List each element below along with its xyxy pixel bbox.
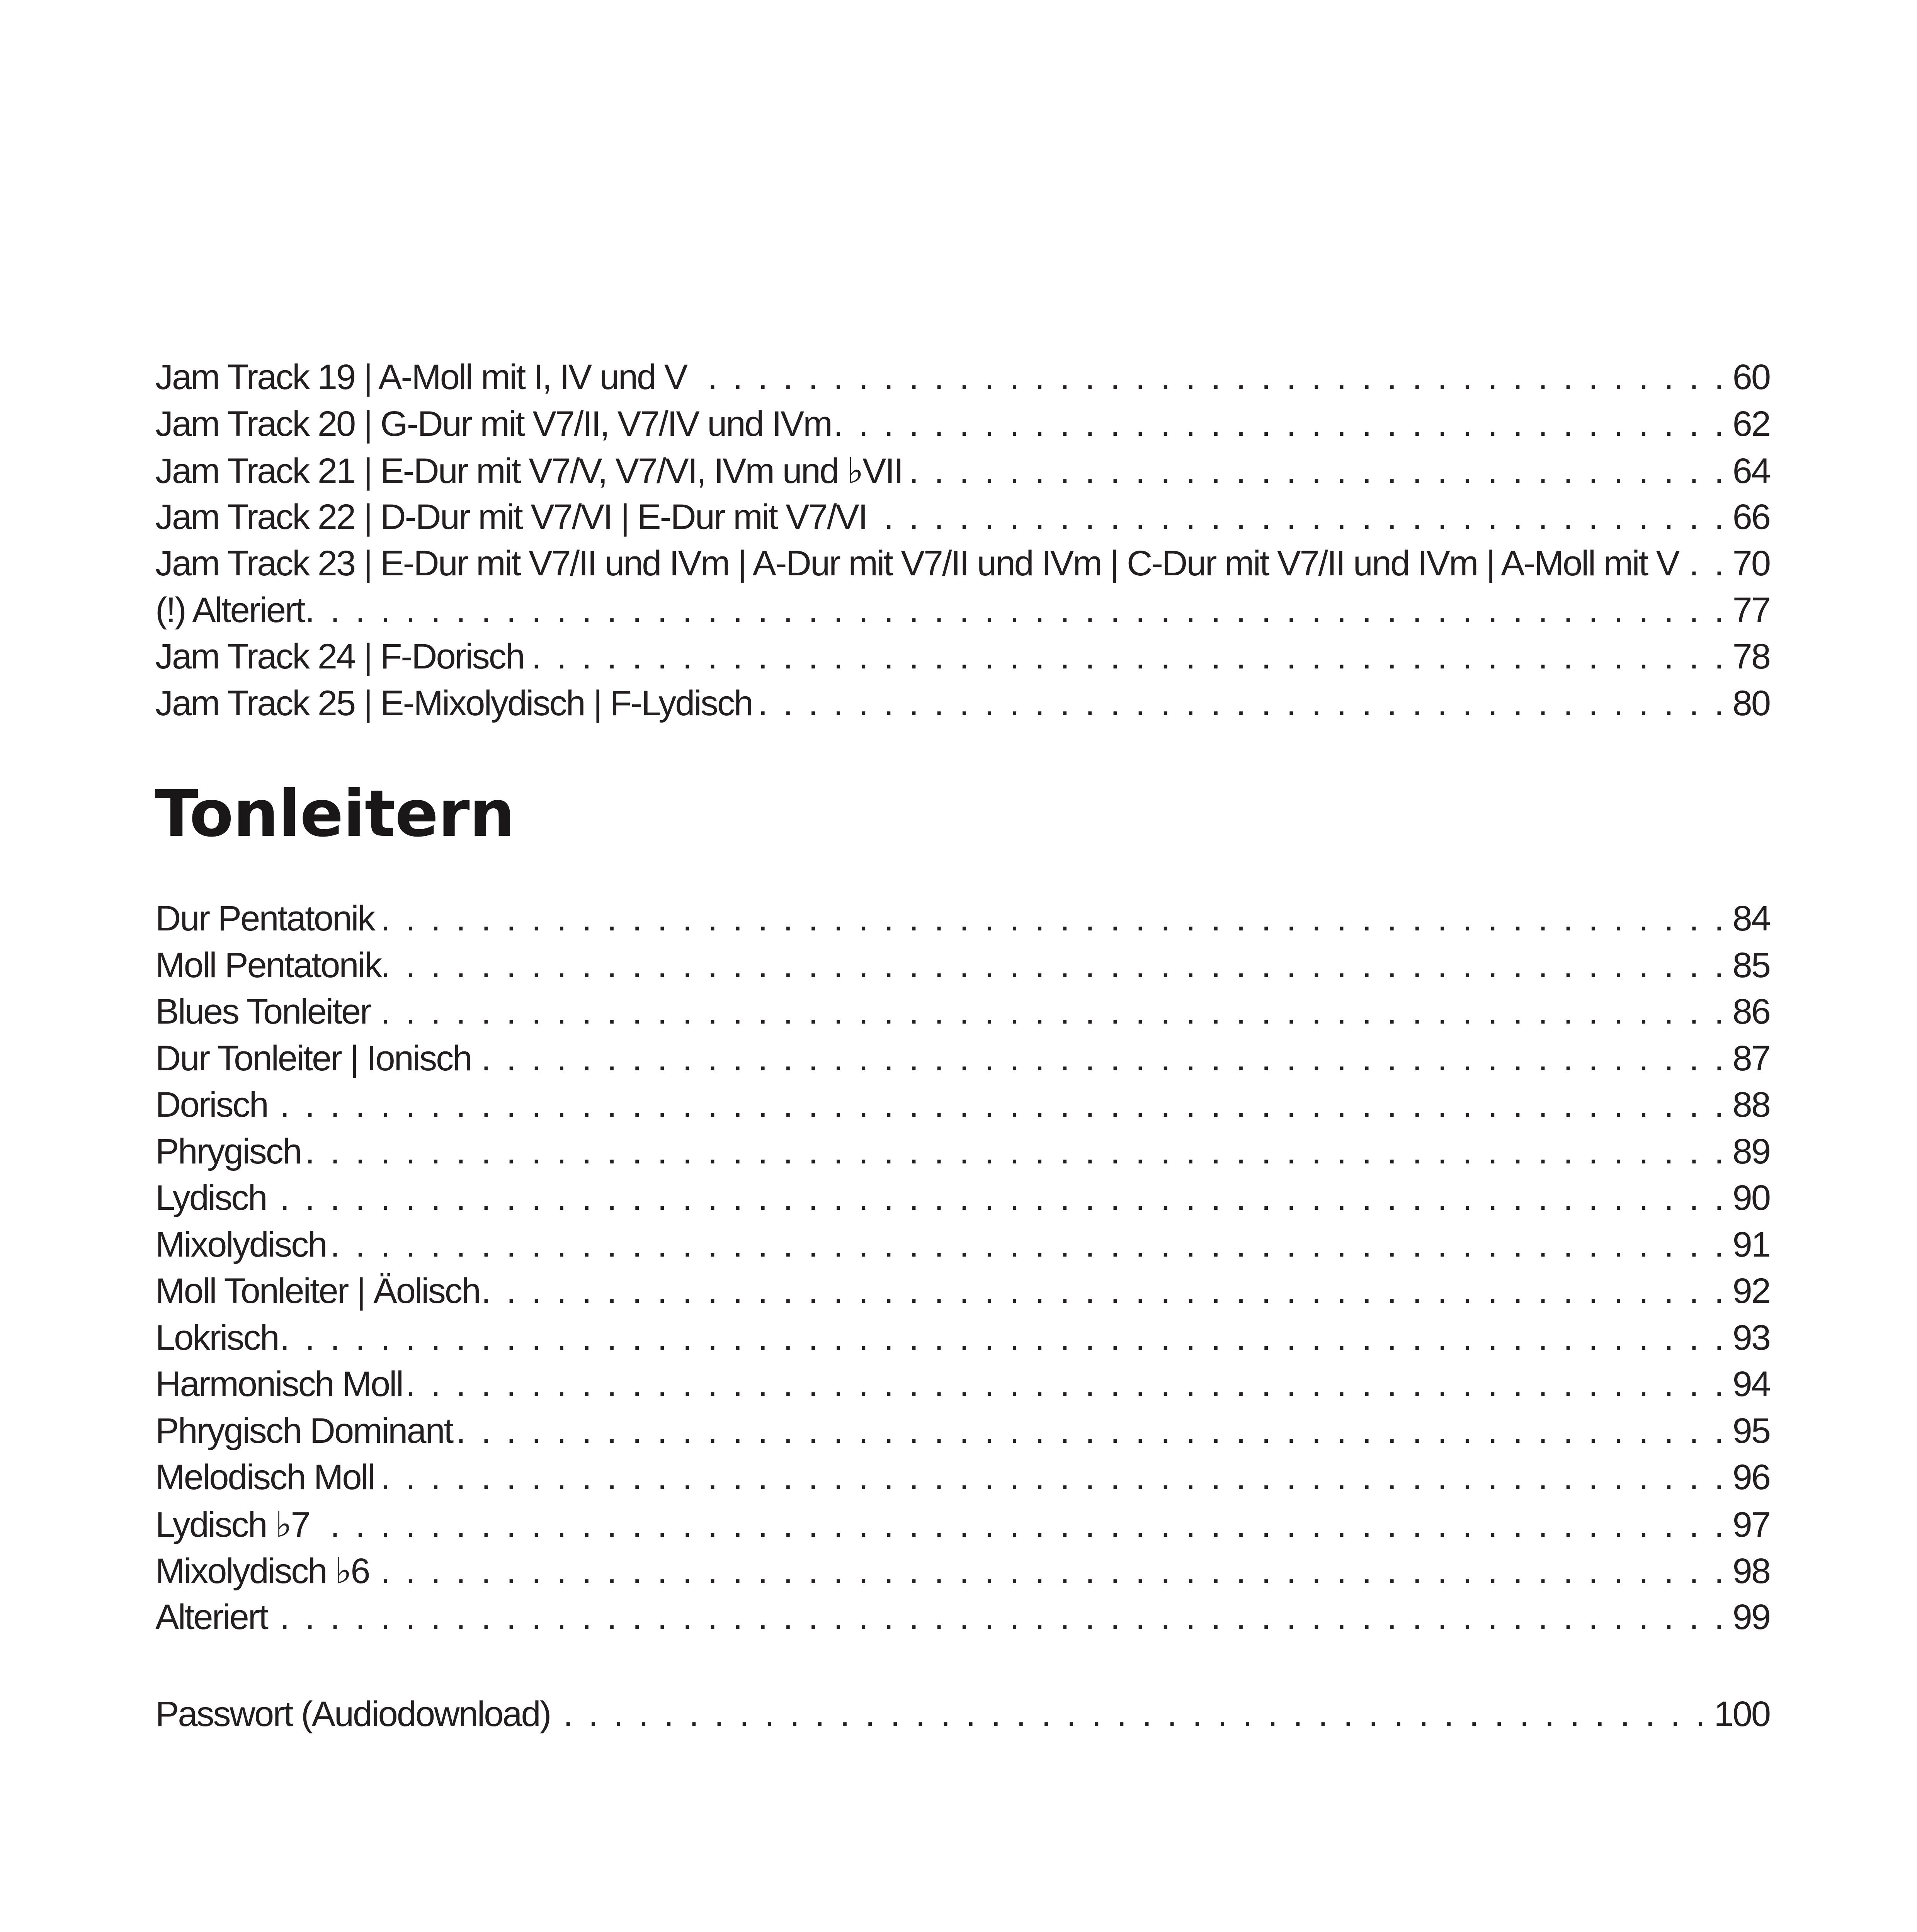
toc-entry-page: 90 <box>1732 1178 1770 1218</box>
toc-entry-label: Moll Pentatonik <box>155 945 381 985</box>
toc-entry-label: Dur Tonleiter | Ionisch <box>155 1038 471 1078</box>
toc-entry-page: 78 <box>1732 637 1770 676</box>
toc-entry[interactable] <box>155 992 1770 1038</box>
toc-entry[interactable] <box>155 1085 1770 1131</box>
dot-leader <box>378 898 1724 939</box>
toc-entry-page: 89 <box>1732 1131 1770 1171</box>
toc-entry-label: Jam Track 22 | D-Dur mit V7/VI | E-Dur mit V7/VI <box>155 497 867 537</box>
toc-entry-page: 92 <box>1732 1271 1770 1311</box>
toc-entry-page: 85 <box>1732 945 1770 985</box>
dot-leader <box>270 1178 1724 1218</box>
dot-leader <box>1682 543 1724 584</box>
toc-entry-page: 95 <box>1732 1411 1770 1451</box>
dot-leader <box>527 636 1724 677</box>
toc-entry[interactable] <box>155 590 1770 637</box>
dot-leader <box>329 1225 1724 1265</box>
toc-entry-label: Dur Pentatonik <box>155 899 374 938</box>
toc-entry[interactable] <box>155 1131 1770 1178</box>
dot-leader <box>406 1364 1724 1405</box>
toc-entry-page: 99 <box>1732 1597 1770 1637</box>
dot-leader <box>377 1457 1724 1498</box>
toc-entry-page: 84 <box>1732 899 1770 938</box>
toc-entry-label: Phrygisch <box>155 1131 301 1171</box>
toc-entry[interactable] <box>155 543 1770 590</box>
toc-entry-page: 77 <box>1732 590 1770 630</box>
dot-leader <box>304 1131 1724 1172</box>
toc-entry-page: 70 <box>1732 544 1770 583</box>
dot-leader <box>553 1694 1705 1735</box>
dot-leader <box>483 1271 1724 1311</box>
toc-entry-label: (!) Alteriert <box>155 590 304 630</box>
toc-entry[interactable] <box>155 1597 1770 1644</box>
toc-entry[interactable] <box>155 636 1770 683</box>
toc-entry-page: 91 <box>1732 1225 1770 1264</box>
toc-entry-label: Jam Track 20 | G-Dur mit V7/II, V7/IV und IVm <box>155 404 832 444</box>
toc-entry-label: Passwort (Audiodownload) <box>155 1694 551 1734</box>
toc-entry[interactable] <box>155 1504 1770 1551</box>
toc-entry-page: 87 <box>1732 1038 1770 1078</box>
toc-entry[interactable] <box>155 1457 1770 1504</box>
toc-entry[interactable] <box>155 1318 1770 1364</box>
toc-entry[interactable] <box>155 1411 1770 1458</box>
dot-leader <box>282 1318 1724 1358</box>
dot-leader <box>456 1411 1724 1451</box>
toc-entry[interactable] <box>155 945 1770 992</box>
toc-entry-page: 97 <box>1732 1505 1770 1544</box>
toc-entry[interactable] <box>155 1550 1770 1597</box>
dot-leader <box>906 451 1724 492</box>
dot-leader <box>474 1038 1724 1079</box>
toc-entry[interactable] <box>155 1364 1770 1411</box>
toc-entry[interactable] <box>155 683 1770 730</box>
section-heading: Tonleitern <box>155 777 515 851</box>
toc-entry-label: Lydisch <box>155 1178 267 1218</box>
toc-entry-label: Mixolydisch <box>155 1225 327 1264</box>
toc-list-scales <box>155 898 1770 1643</box>
toc-entry-page: 98 <box>1732 1551 1770 1591</box>
toc-entry-label: Jam Track 25 | E-Mixolydisch | F-Lydisch <box>155 683 753 723</box>
toc-list-password <box>155 1694 1770 1741</box>
toc-entry-page: 66 <box>1732 497 1770 537</box>
toc-entry-page: 93 <box>1732 1318 1770 1357</box>
dot-leader <box>755 683 1724 724</box>
toc-entry-page: 86 <box>1732 992 1770 1031</box>
toc-entry-page: 62 <box>1732 404 1770 444</box>
toc-list-jam-tracks <box>155 357 1770 730</box>
toc-entry-label: Alteriert <box>155 1597 267 1637</box>
toc-entry-page: 80 <box>1732 683 1770 723</box>
dot-leader <box>384 945 1724 986</box>
dot-leader <box>690 357 1724 398</box>
toc-entry-label: Dorisch <box>155 1085 268 1124</box>
dot-leader <box>835 404 1724 444</box>
toc-entry-page: 60 <box>1732 357 1770 397</box>
toc-entry-label: Melodisch Moll <box>155 1458 374 1497</box>
toc-entry[interactable] <box>155 404 1770 451</box>
toc-entry[interactable] <box>155 1694 1770 1741</box>
toc-entry-page: 64 <box>1732 451 1770 491</box>
toc-entry-label: Jam Track 23 | E-Dur mit V7/II und IVm | A-Dur mit V7/II und IVm | C-Dur mit V7/II und IVm | A-Moll mit V <box>155 544 1679 583</box>
dot-leader <box>313 1505 1724 1545</box>
dot-leader <box>374 992 1724 1032</box>
toc-entry-page: 96 <box>1732 1458 1770 1497</box>
toc-entry[interactable] <box>155 497 1770 544</box>
toc-entry-label: Jam Track 21 | E-Dur mit V7/V, V7/VI, IVm und ♭VII <box>155 451 903 491</box>
dot-leader <box>373 1551 1724 1592</box>
toc-entry[interactable] <box>155 1178 1770 1225</box>
toc-entry-label: Lydisch ♭7 <box>155 1505 310 1544</box>
toc-entry[interactable] <box>155 1271 1770 1318</box>
dot-leader <box>870 497 1724 537</box>
toc-entry[interactable] <box>155 1038 1770 1085</box>
toc-entry-label: Jam Track 19 | A-Moll mit I, IV und V <box>155 357 687 397</box>
toc-entry[interactable] <box>155 1225 1770 1271</box>
toc-entry-label: Blues Tonleiter <box>155 992 371 1031</box>
toc-entry-page: 100 <box>1714 1694 1770 1734</box>
toc-entry-page: 88 <box>1732 1085 1770 1124</box>
toc-entry-label: Phrygisch Dominant <box>155 1411 453 1451</box>
toc-entry-label: Mixolydisch ♭6 <box>155 1551 369 1591</box>
toc-entry-label: Lokrisch <box>155 1318 279 1357</box>
dot-leader <box>307 590 1724 631</box>
dot-leader <box>270 1597 1724 1638</box>
toc-entry-label: Jam Track 24 | F-Dorisch <box>155 637 524 676</box>
toc-entry[interactable] <box>155 450 1770 497</box>
toc-entry-page: 94 <box>1732 1364 1770 1404</box>
dot-leader <box>271 1085 1724 1125</box>
toc-entry[interactable] <box>155 357 1770 404</box>
toc-entry-label: Harmonisch Moll <box>155 1364 403 1404</box>
toc-entry-label: Moll Tonleiter | Äolisch <box>155 1271 480 1311</box>
toc-entry[interactable] <box>155 898 1770 945</box>
